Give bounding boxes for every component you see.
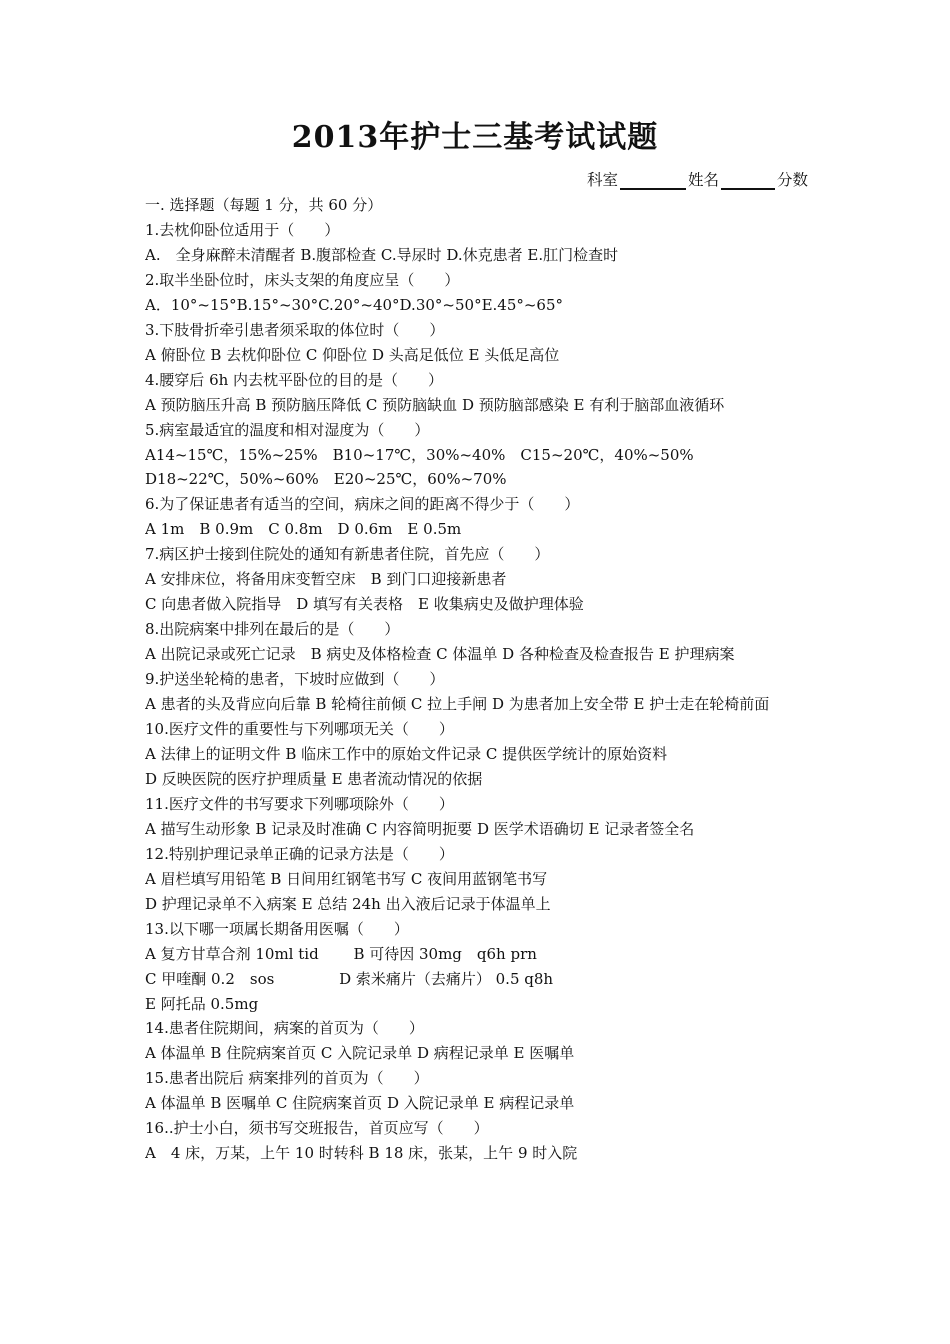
question-stem: 15.患者出院后 病案排列的首页为（ ）	[145, 1069, 429, 1088]
score-label: 分数	[776, 171, 808, 189]
question-options: A 眉栏填写用铅笔 B 日间用红钢笔书写 C 夜间用蓝钢笔书写	[145, 869, 548, 888]
question-stem: 14.患者住院期间，病案的首页为（ ）	[145, 1019, 424, 1038]
question-stem: 12.特别护理记录单正确的记录方法是（ ）	[145, 844, 454, 863]
question-options: A. 全身麻醉未清醒者 B.腹部检查 C.导尿时 D.休克患者 E.肛门检查时	[145, 245, 619, 264]
question-options: A 预防脑压升高 B 预防脑压降低 C 预防脑缺血 D 预防脑部感染 E 有利于脑部血液循环	[145, 395, 725, 414]
question-options: E 阿托品 0.5mg	[145, 994, 259, 1013]
question-options: C 向患者做入院指导 D 填写有关表格 E 收集病史及做护理体验	[145, 595, 584, 614]
question-stem: 1.去枕仰卧位适用于（ ）	[145, 220, 340, 239]
name-label: 姓名	[687, 171, 719, 189]
name-blank[interactable]	[721, 170, 775, 190]
question-stem: 10.医疗文件的重要性与下列哪项无关（ ）	[145, 720, 454, 739]
question-options: D 反映医院的医疗护理质量 E 患者流动情况的依据	[145, 769, 483, 788]
question-options: A 安排床位，将备用床变暂空床 B 到门口迎接新患者	[145, 570, 507, 589]
question-options: A 法律上的证明文件 B 临床工作中的原始文件记录 C 提供医学统计的原始资料	[145, 744, 668, 763]
section-title: 一. 选择题（每题 1 分，共 60 分）	[145, 196, 383, 214]
question-stem: 13.以下哪一项属长期备用医嘱（ ）	[145, 919, 409, 938]
question-options: A 描写生动形象 B 记录及时准确 C 内容简明扼要 D 医学术语确切 E 记录者签全名	[145, 819, 695, 838]
question-stem: 9.护送坐轮椅的患者，下坡时应做到（ ）	[145, 670, 445, 689]
question-options: A 1m B 0.9m C 0.8m D 0.6m E 0.5m	[145, 520, 462, 539]
question-stem: 8.出院病案中排列在最后的是（ ）	[145, 620, 400, 639]
question-list	[145, 193, 810, 1166]
question-options: A 复方甘草合剂 10ml tid B 可待因 30mg q6h prn	[145, 944, 537, 963]
question-stem: 11.医疗文件的书写要求下列哪项除外（ ）	[145, 794, 454, 813]
page-title: 2013年护士三基考试试题	[291, 120, 659, 155]
question-stem: 3.下肢骨折牵引患者须采取的体位时（ ）	[145, 320, 445, 339]
question-options: A 体温单 B 住院病案首页 C 入院记录单 D 病程记录单 E 医嘱单	[145, 1044, 575, 1063]
question-stem: 16..护士小白，须书写交班报告，首页应写（ ）	[145, 1119, 489, 1138]
question-options: A14~15℃，15%~25% B10~17℃，30%~40% C15~20℃，40%~50%	[145, 445, 694, 464]
question-options: A 出院记录或死亡记录 B 病史及体格检查 C 体温单 D 各种检查及检查报告 E 护理病案	[145, 645, 735, 664]
dept-blank[interactable]	[620, 170, 686, 190]
question-stem: 4.腰穿后 6h 内去枕平卧位的目的是（ ）	[145, 370, 444, 389]
question-options: D 护理记录单不入病案 E 总结 24h 出入液后记录于体温单上	[145, 894, 551, 913]
question-options: A 俯卧位 B 去枕仰卧位 C 仰卧位 D 头高足低位 E 头低足高位	[145, 345, 560, 364]
question-options: A 4 床，万某，上午 10 时转科 B 18 床，张某，上午 9 时入院	[145, 1144, 578, 1163]
question-stem: 2.取半坐卧位时，床头支架的角度应呈（ ）	[145, 270, 460, 289]
question-options: D18~22℃，50%~60% E20~25℃，60%~70%	[145, 470, 507, 489]
question-options: A．10°~15°B.15°~30°C.20°~40°D.30°~50°E.45°~65°	[145, 295, 564, 314]
question-options: C 甲喹酮 0.2 sos D 索米痛片（去痛片） 0.5 q8h	[145, 969, 554, 988]
question-stem: 6.为了保证患者有适当的空间，病床之间的距离不得少于（ ）	[145, 495, 580, 514]
question-options: A 患者的头及背应向后靠 B 轮椅往前倾 C 拉上手闸 D 为患者加上安全带 E 护士走在轮椅前面	[145, 695, 770, 714]
question-stem: 7.病区护士接到住院处的通知有新患者住院，首先应（ ）	[145, 545, 550, 564]
header-fields	[587, 168, 808, 190]
question-stem: 5.病室最适宜的温度和相对湿度为（ ）	[145, 420, 430, 439]
question-options: A 体温单 B 医嘱单 C 住院病案首页 D 入院记录单 E 病程记录单	[145, 1094, 575, 1113]
dept-label: 科室	[586, 171, 618, 189]
